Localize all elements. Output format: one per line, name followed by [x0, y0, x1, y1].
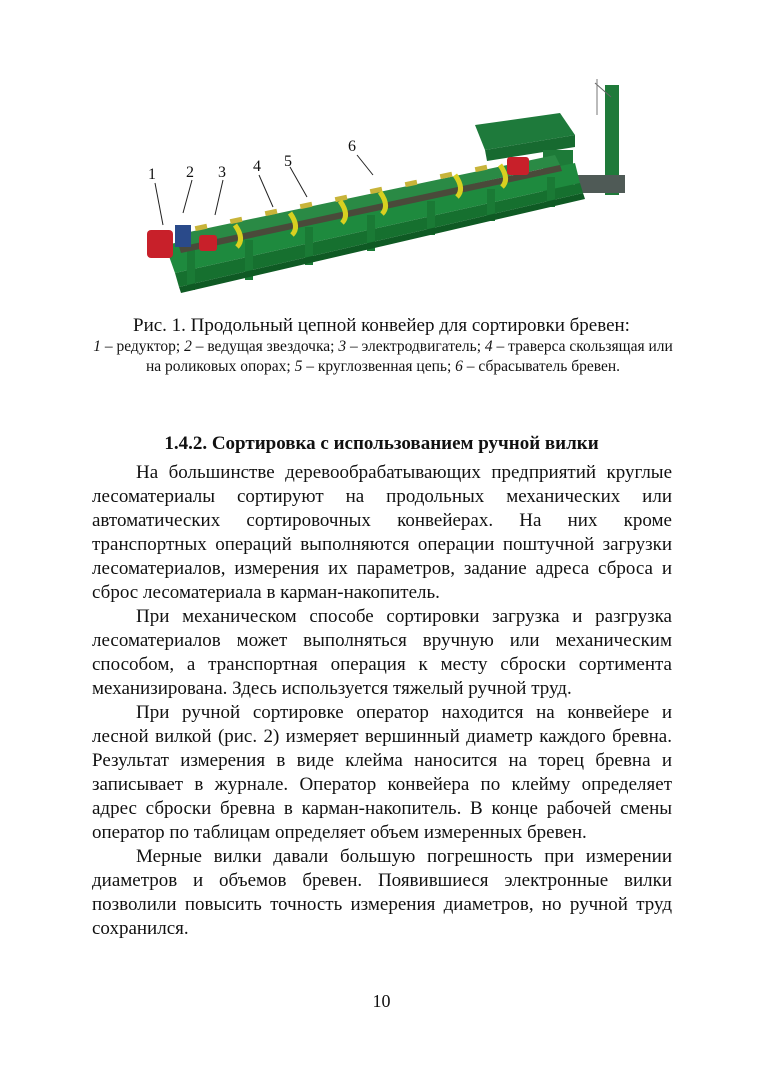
section-heading: 1.4.2. Сортировка с использованием ручной вилки	[164, 433, 599, 454]
legend-text-4: – траверса скользящая или на роликовых опорах;	[145, 338, 673, 375]
callout-1: 1	[148, 166, 156, 183]
legend-num-4: 4	[484, 338, 493, 355]
legend-num-6: 6	[455, 358, 463, 375]
callout-2: 2	[186, 164, 194, 181]
motor-shape	[199, 235, 217, 251]
paragraph-2: При механическом способе сортировки загрузка и разгрузка лесоматериалов может выполняться вручную или механическим способом, а транспортная операция к месту сброски сортимента механизирована. Здесь используется тяжелый ручной труд.	[92, 606, 672, 699]
legend-num-3: 3	[338, 338, 347, 355]
callout-5: 5	[284, 153, 292, 170]
legend-text-1: – редуктор;	[100, 338, 185, 355]
legend-num-1: 1	[93, 338, 101, 355]
callout-3: 3	[218, 164, 226, 181]
legend-text-6: – сбрасыватель бревен.	[462, 358, 620, 375]
page-number: 10	[372, 991, 391, 1011]
legend-num-5: 5	[294, 358, 303, 375]
paragraph-1: На большинстве деревообрабатывающих предприятий круглые лесоматериалы сортируют на продольных механических или автоматических сортировочных конвейерах. На них кроме транспортных операций выполняются операции поштучной загрузки лесоматериалов, измерения их параметров, задание адреса сброса и сброс лесоматериала в карман-накопитель.	[92, 462, 672, 603]
paragraph-4: Мерные вилки давали большую погрешность при измерении диаметров и объемов бревен. Появившиеся электронные вилки позволили повысить точность измерения диаметров, но ручной труд сохранился.	[92, 846, 672, 939]
callout-4: 4	[253, 158, 261, 175]
callout-6: 6	[348, 138, 356, 155]
conveyor-figure	[135, 75, 630, 310]
figure-caption-title: Рис. 1. Продольный цепной конвейер для сортировки бревен:	[133, 315, 630, 336]
gearbox-shape	[147, 230, 173, 258]
paragraph-3: При ручной сортировке оператор находится на конвейере и лесной вилкой (рис. 2) измеряет вершинный диаметр каждого бревна. Результат измерения в виде клейма наносится на торец бревна и записывает в журнале. Оператор конвейера по клейму определяет адрес сброски бревна в карман-накопитель. В конце рабочей смены оператор по таблицам определяет объем измеренных бревен.	[92, 702, 672, 843]
legend-num-2: 2	[184, 338, 192, 355]
legend-text-3: – электродвигатель;	[346, 338, 485, 355]
legend-text-5: – круглозвенная цепь;	[302, 358, 456, 375]
conveyor-illustration	[135, 75, 630, 310]
legend-text-2: – ведущая звездочка;	[191, 338, 339, 355]
figure-caption-legend	[90, 337, 676, 377]
